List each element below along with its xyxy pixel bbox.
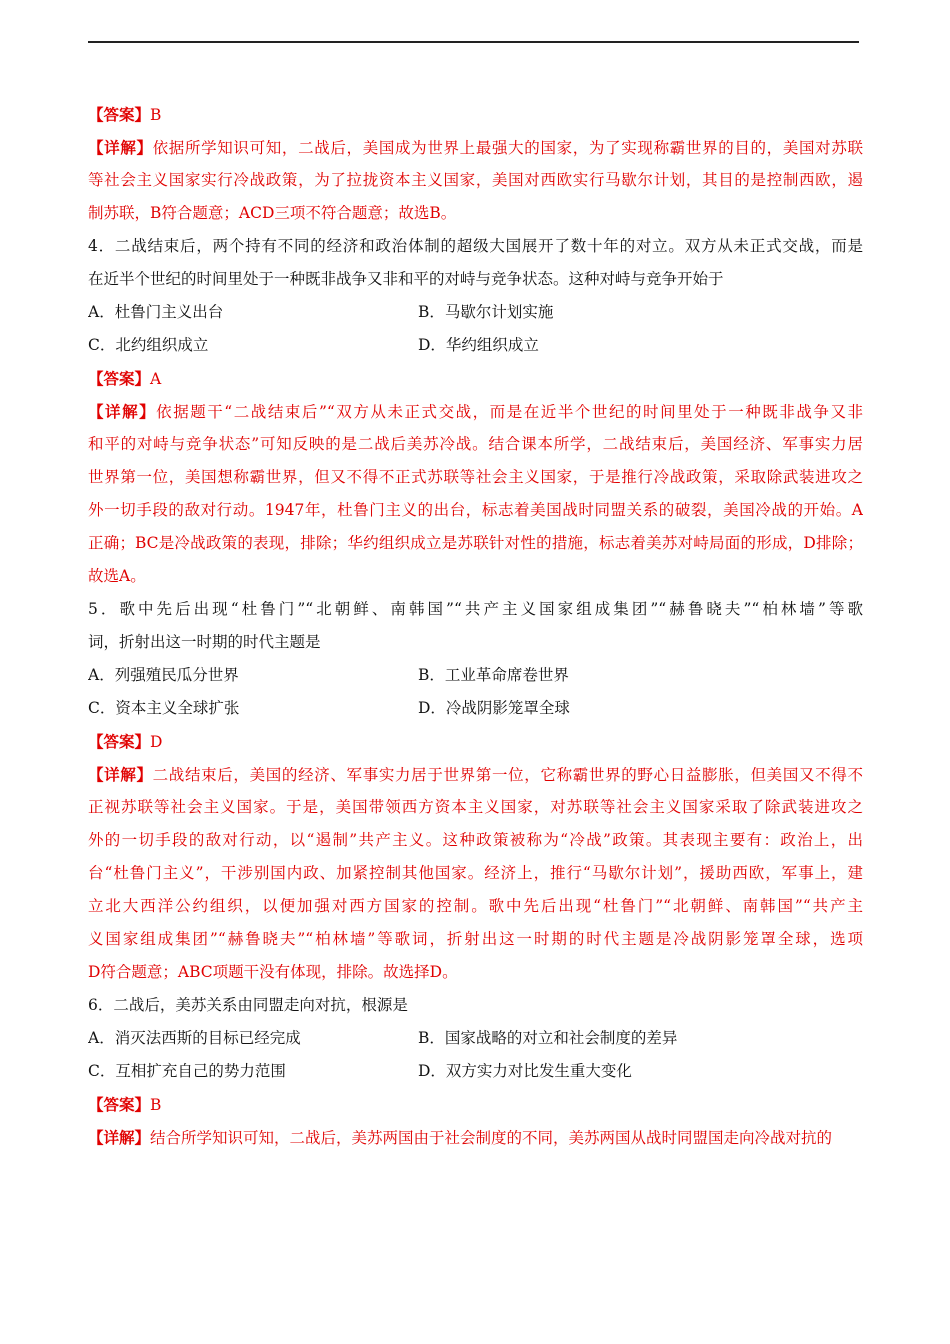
option-item: D．华约组织成立 <box>418 336 539 354</box>
options-row <box>88 659 863 692</box>
detail-text: 故选A。 <box>88 567 146 585</box>
detail-line <box>88 824 863 857</box>
detail-tag: 【详解】 <box>88 765 153 784</box>
answer-line <box>88 1088 863 1121</box>
answer-value: B <box>150 1096 162 1114</box>
detail-line <box>88 527 863 560</box>
detail-line <box>88 791 863 824</box>
option-item: B．国家战略的对立和社会制度的差异 <box>418 1029 678 1047</box>
answer-value: B <box>150 106 162 124</box>
options-row <box>88 1022 863 1055</box>
answer-tag: 【答案】 <box>88 369 151 388</box>
question-line: 6．二战后，美苏关系由同盟走向对抗，根源是 <box>88 996 408 1014</box>
answer-tag: 【答案】 <box>88 105 151 124</box>
option-item: B．马歇尔计划实施 <box>418 303 554 321</box>
question-line: 在近半个世纪的时间里处于一种既非战争又非和平的对峙与竞争状态。这种对峙与竞争开始于 <box>88 270 724 288</box>
detail-line <box>88 923 863 956</box>
detail-line <box>88 395 863 428</box>
option-item: D．冷战阴影笼罩全球 <box>418 699 570 717</box>
detail-text: 世界第一位，美国想称霸世界，但又不得不正式苏联等社会主义国家，于是推行冷战政策，采取除武装进攻之 <box>88 468 863 486</box>
detail-line <box>88 428 863 461</box>
question-line: 4．二战结束后，两个持有不同的经济和政治体制的超级大国展开了数十年的对立。双方从未正式交战，而是 <box>88 237 863 255</box>
detail-line <box>88 857 863 890</box>
detail-line <box>88 1121 863 1154</box>
detail-line <box>88 164 863 197</box>
detail-text: 义国家组成集团”“赫鲁晓夫”“柏林墙”等歌词，折射出这一时期的时代主题是冷战阴影笼罩全球，选项 <box>88 930 863 948</box>
answer-tag: 【答案】 <box>88 732 151 751</box>
detail-text: 结合所学知识可知，二战后，美苏两国由于社会制度的不同，美苏两国从战时同盟国走向冷战对抗的 <box>150 1129 833 1147</box>
detail-line <box>88 461 863 494</box>
detail-text: 外的一切手段的敌对行动，以“遏制”共产主义。这种政策被称为“冷战”政策。其表现主要有：政治上，出 <box>88 831 863 849</box>
detail-tag: 【详解】 <box>88 138 153 157</box>
options-row <box>88 692 863 725</box>
detail-text: 二战结束后，美国的经济、军事实力居于世界第一位，它称霸世界的野心日益膨胀，但美国又不得不 <box>152 766 863 784</box>
option-item: B．工业革命席卷世界 <box>418 666 569 684</box>
detail-text: D符合题意；ABC项题干没有体现，排除。故选择D。 <box>88 963 458 981</box>
detail-text: 等社会主义国家实行冷战政策，为了拉拢资本主义国家，美国对西欧实行马歇尔计划，其目的是控制西欧，遏 <box>88 171 863 189</box>
answer-value: D <box>150 733 163 751</box>
question-line: 词，折射出这一时期的时代主题是 <box>88 633 321 651</box>
options-row <box>88 1055 863 1088</box>
detail-line <box>88 131 863 164</box>
option-item: D．双方实力对比发生重大变化 <box>418 1062 632 1080</box>
option-item: A．杜鲁门主义出台 <box>88 303 224 321</box>
header-rule <box>88 41 859 43</box>
option-item: A．消灭法西斯的目标已经完成 <box>88 1029 301 1047</box>
answer-line <box>88 725 863 758</box>
options-row <box>88 296 863 329</box>
option-item: C．资本主义全球扩张 <box>88 699 240 717</box>
detail-line <box>88 494 863 527</box>
detail-line <box>88 890 863 923</box>
detail-text: 依据题干“二战结束后”“双方从未正式交战，而是在近半个世纪的时间里处于一种既非战争又非 <box>156 403 863 421</box>
document-body <box>88 98 863 1154</box>
option-item: A．列强殖民瓜分世界 <box>88 666 239 684</box>
answer-line <box>88 362 863 395</box>
detail-line <box>88 956 863 989</box>
detail-line <box>88 197 863 230</box>
answer-value: A <box>150 370 162 388</box>
detail-text: 台“杜鲁门主义”，干涉别国内政、加紧控制其他国家。经济上，推行“马歇尔计划”，援助西欧，军事上，建 <box>88 864 863 882</box>
option-item: C．互相扩充自己的势力范围 <box>88 1062 286 1080</box>
answer-tag: 【答案】 <box>88 1095 151 1114</box>
detail-text: 正确；BC是冷战政策的表现，排除；华约组织成立是苏联针对性的措施，标志着美苏对峙局面的形成，D排除； <box>88 534 863 552</box>
answer-line <box>88 98 863 131</box>
detail-line <box>88 560 863 593</box>
detail-text: 制苏联，B符合题意；ACD三项不符合题意；故选B。 <box>88 204 457 222</box>
option-item: C．北约组织成立 <box>88 336 209 354</box>
detail-tag: 【详解】 <box>88 1128 151 1147</box>
detail-line <box>88 758 863 791</box>
detail-text: 外一切手段的敌对行动。1947年，杜鲁门主义的出台，标志着美国战时同盟关系的破裂，美国冷战的开始。A <box>88 501 863 519</box>
detail-text: 正视苏联等社会主义国家。于是，美国带领西方资本主义国家，对苏联等社会主义国家采取了除武装进攻之 <box>88 798 863 816</box>
detail-text: 和平的对峙与竞争状态”可知反映的是二战后美苏冷战。结合课本所学，二战结束后，美国经济、军事实力居 <box>88 435 863 453</box>
question-line: 5．歌中先后出现“杜鲁门”“北朝鲜、南韩国”“共产主义国家组成集团”“赫鲁晓夫”“柏林墙”等歌 <box>88 600 863 618</box>
detail-text: 依据所学知识可知，二战后，美国成为世界上最强大的国家，为了实现称霸世界的目的，美国对苏联 <box>152 139 863 157</box>
detail-text: 立北大西洋公约组织，以便加强对西方国家的控制。歌中先后出现“杜鲁门”“北朝鲜、南韩国”“共产主 <box>88 897 863 915</box>
options-row <box>88 329 863 362</box>
detail-tag: 【详解】 <box>88 402 157 421</box>
